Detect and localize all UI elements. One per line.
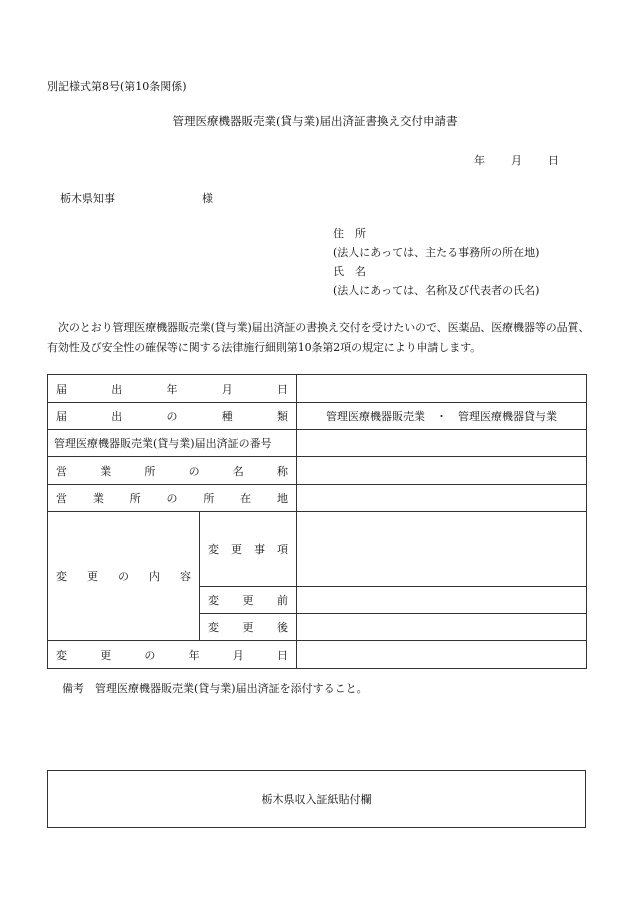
label-char: 月 bbox=[232, 648, 244, 662]
revenue-stamp-box[interactable] bbox=[47, 770, 586, 828]
label-char: 年 bbox=[166, 382, 178, 396]
label-office-name bbox=[48, 457, 297, 485]
label-char: 更 bbox=[100, 648, 112, 662]
label-char: 更 bbox=[231, 543, 242, 556]
name-note: (法人にあっては、名称及び代表者の氏名) bbox=[333, 284, 540, 297]
label-char: 類 bbox=[277, 410, 288, 423]
label-char: の bbox=[144, 648, 156, 662]
label-char: 業 bbox=[92, 492, 104, 505]
label-before-change bbox=[200, 587, 297, 614]
label-char: 営 bbox=[56, 492, 67, 505]
address-label: 住 所 bbox=[333, 227, 366, 240]
label-char: の bbox=[166, 492, 178, 505]
label-char: 日 bbox=[276, 648, 288, 662]
form-number: 別記様式第8号(第10条関係) bbox=[47, 80, 187, 93]
value-notification-date[interactable] bbox=[297, 375, 587, 403]
value-office-name[interactable] bbox=[297, 457, 587, 485]
value-after-change[interactable] bbox=[297, 614, 587, 641]
value-notification-type[interactable]: 管理医療機器販売業 ・ 管理医療機器貸与業 bbox=[297, 403, 587, 430]
label-char: 称 bbox=[276, 464, 288, 478]
applicant-block bbox=[333, 224, 539, 300]
label-char: 届 bbox=[56, 410, 67, 423]
label-char: 変 bbox=[208, 543, 219, 556]
label-change-item bbox=[200, 512, 297, 587]
label-char: 月 bbox=[221, 382, 233, 396]
revenue-stamp-label: 栃木県収入証紙貼付欄 bbox=[261, 793, 372, 806]
label-change-date bbox=[48, 641, 297, 669]
label-char: 所 bbox=[203, 492, 215, 505]
label-change-content bbox=[48, 512, 200, 641]
application-text: 次のとおり管理医療機器販売業(貸与業)届出済証の書換え交付を受けたいので、医薬品、医療機器等の品質、有効性及び安全性の確保等に関する法律施行細則第10条第2項の規定により申請します。 bbox=[47, 321, 590, 354]
table-row bbox=[48, 375, 587, 403]
label-char: 業 bbox=[100, 464, 112, 478]
label-char: 種 bbox=[221, 410, 233, 423]
label-char: 変 bbox=[56, 570, 67, 583]
label-char: 名 bbox=[232, 464, 244, 478]
label-char: 営 bbox=[56, 464, 67, 478]
table-row bbox=[48, 403, 587, 430]
remarks-note: 備考 管理医療機器販売業(貸与業)届出済証を添付すること。 bbox=[62, 682, 368, 695]
name-label: 氏 名 bbox=[333, 265, 366, 278]
label-char: 年 bbox=[188, 648, 200, 662]
document-title: 管理医療機器販売業(貸与業)届出済証書換え交付申請書 bbox=[172, 114, 458, 128]
label-char: 出 bbox=[111, 382, 123, 396]
label-certificate-number: 管理医療機器販売業(貸与業)届出済証の番号 bbox=[48, 430, 297, 457]
date-day: 日 bbox=[548, 154, 559, 167]
label-char: 地 bbox=[276, 492, 288, 505]
label-char: の bbox=[166, 410, 178, 423]
honorific: 様 bbox=[202, 192, 213, 205]
label-char: の bbox=[118, 570, 129, 583]
value-change-date[interactable] bbox=[297, 641, 587, 669]
table-row bbox=[48, 512, 587, 587]
table-row bbox=[48, 430, 587, 457]
label-char: 変 bbox=[56, 648, 67, 662]
label-char: 後 bbox=[277, 621, 288, 634]
date-year: 年 bbox=[474, 154, 485, 167]
application-table bbox=[47, 374, 587, 669]
label-char: 更 bbox=[87, 570, 98, 583]
label-char: 内 bbox=[149, 570, 160, 583]
label-notification-date bbox=[48, 375, 297, 403]
label-char: 変 bbox=[208, 594, 219, 607]
label-char: 届 bbox=[56, 382, 67, 396]
date-line bbox=[474, 152, 559, 168]
label-char: 出 bbox=[111, 410, 123, 423]
value-change-item[interactable] bbox=[297, 512, 587, 587]
value-office-location[interactable] bbox=[297, 485, 587, 512]
label-char: 項 bbox=[277, 543, 288, 556]
label-char: 更 bbox=[242, 594, 254, 607]
label-char: 変 bbox=[208, 621, 219, 634]
table-row bbox=[48, 457, 587, 485]
address-note: (法人にあっては、主たる事務所の所在地) bbox=[333, 246, 540, 259]
value-certificate-number[interactable] bbox=[297, 430, 587, 457]
label-char: 日 bbox=[277, 382, 288, 396]
date-month: 月 bbox=[511, 154, 522, 167]
label-char: 所 bbox=[144, 464, 156, 478]
label-office-location bbox=[48, 485, 297, 512]
label-char: 前 bbox=[277, 594, 288, 607]
table-row bbox=[48, 485, 587, 512]
label-notification-type bbox=[48, 403, 297, 430]
label-char: 事 bbox=[254, 543, 265, 556]
label-char: 所 bbox=[129, 492, 141, 505]
label-char: 在 bbox=[240, 492, 252, 505]
table-row bbox=[48, 641, 587, 669]
value-before-change[interactable] bbox=[297, 587, 587, 614]
addressee: 栃木県知事 bbox=[60, 192, 115, 205]
label-char: 更 bbox=[242, 621, 254, 634]
label-char: の bbox=[188, 464, 200, 478]
label-after-change bbox=[200, 614, 297, 641]
label-char: 容 bbox=[180, 570, 191, 583]
